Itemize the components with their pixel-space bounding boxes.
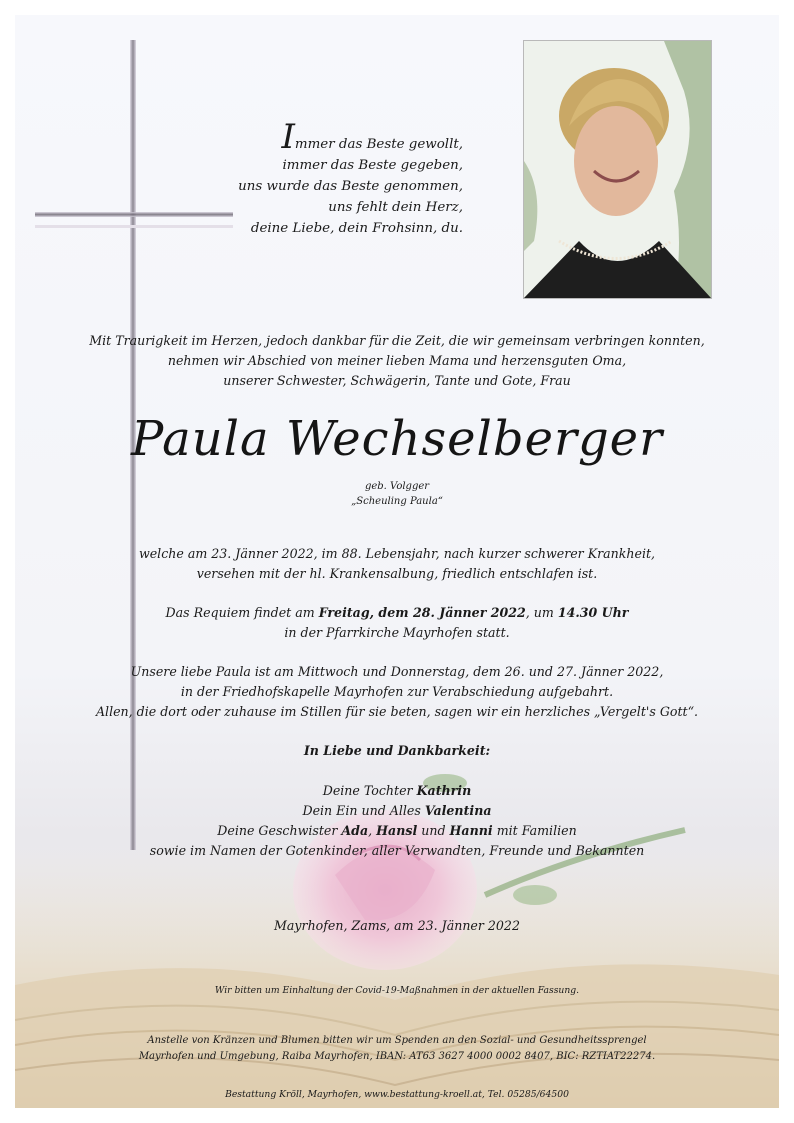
viewing-info: Unsere liebe Paula ist am Mittwoch und Donnerstag, dem 26. und 27. Jänner 2022, in der Friedhofskapelle Mayrhofen zur Verabschiedung aufgebahrt. Allen, die dort oder zuhause im Stillen für sie beten, sagen wir ein herzliches „Vergelt's Gott“. [95,664,699,719]
portrait-illustration [524,41,711,298]
requiem-day: Freitag [318,605,370,620]
poem-line: uns fehlt dein Herz, [328,200,463,215]
requiem-date: dem 28. Jänner 2022 [378,605,526,620]
poem-line: Immer das Beste gewollt, [281,117,463,157]
obituary-page [15,15,779,1108]
poem-line: immer das Beste gegeben, [282,158,463,173]
birth-name: geb. Volgger [364,481,430,492]
poem-line: uns wurde das Beste genommen, [238,179,463,194]
mourners-list: Deine Tochter Kathrin Dein Ein und Alles Valentina Deine Geschwister Ada, Hansl und Hanni mit Familien sowie im Namen der Gotenkinder, aller Verwandten, Freunde und Bekannten [149,783,645,858]
cross-shadow-line [35,225,233,228]
place-date: Mayrhofen, Zams, am 23. Jänner 2022 [274,918,520,933]
deceased-name: Paula Wechselberger [130,411,664,467]
covid-note: Wir bitten um Einhaltung der Covid-19-Maßnahmen in der aktuellen Fassung. [214,985,580,996]
nickname: „Scheuling Paula“ [351,496,443,507]
funeral-home-footer: Bestattung Kröll, Mayrhofen, www.bestattung-kroell.at, Tel. 05285/64500 [225,1089,569,1100]
poem-line: deine Liebe, dein Frohsinn, du. [250,221,463,236]
intro-text: Mit Traurigkeit im Herzen, jedoch dankbar für die Zeit, die wir gemeinsam verbringen konnten, nehmen wir Abschied von meiner lieben Mama und herzensguten Oma, unserer Schwester, Schwägerin, Tante und Gote, Frau [89,333,705,388]
donation-request: Anstelle von Kränzen und Blumen bitten wir um Spenden an den Sozial- und Gesundheitssprengel Mayrhofen und Umgebung, Raiba Mayrhofen, IBAN: AT63 3627 4000 0002 8407, BIC: RZTIAT22274. [138,1035,656,1062]
deceased-details [15,479,779,509]
death-notice: welche am 23. Jänner 2022, im 88. Lebensjahr, nach kurzer schwerer Krankheit, versehen mit der hl. Krankensalbung, friedlich entschlafen ist. [138,546,656,581]
poem-dropcap: I [281,117,295,157]
requiem-info: Das Requiem findet am Freitag, dem 28. Jänner 2022, um 14.30 Uhr in der Pfarrkirche Mayrhofen statt. [165,605,629,640]
mourners-heading: In Liebe und Dankbarkeit: [303,743,491,758]
memorial-poem [215,117,463,239]
cross-horizontal-beam [35,212,233,217]
requiem-time: 14.30 Uhr [557,605,629,620]
portrait-photo [523,40,712,299]
